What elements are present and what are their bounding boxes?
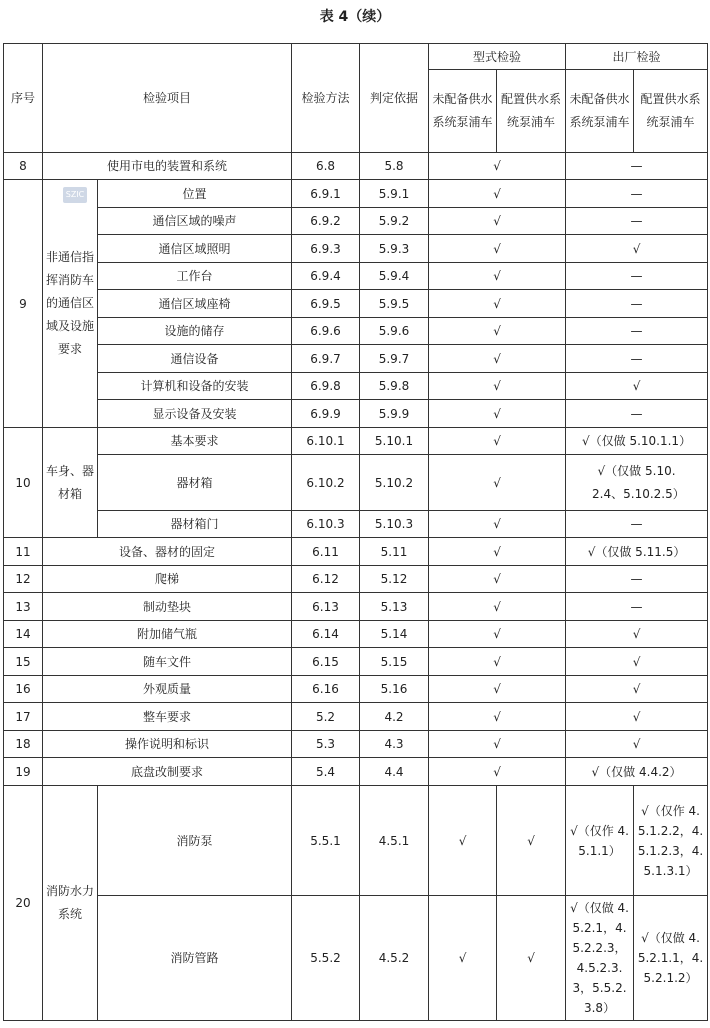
row-item: 操作说明和标识 xyxy=(43,731,292,758)
row-item: 器材箱门 xyxy=(98,511,292,538)
row-method: 6.9.4 xyxy=(292,263,360,290)
row-basis: 5.13 xyxy=(360,593,429,621)
row-method: 5.2 xyxy=(292,703,360,731)
header-factory-test: 出厂检验 xyxy=(566,44,708,70)
group-label: 车身、器材箱 xyxy=(43,428,98,538)
row-factory: — xyxy=(566,263,708,290)
row-type: √ xyxy=(429,511,566,538)
row-method: 6.9.9 xyxy=(292,400,360,428)
row-col-a: √ xyxy=(429,896,497,1021)
group-no: 20 xyxy=(4,786,43,1021)
row-factory: — xyxy=(566,511,708,538)
row-basis: 5.9.3 xyxy=(360,235,429,263)
row-method: 6.11 xyxy=(292,538,360,566)
row-item: 随车文件 xyxy=(43,648,292,676)
row-factory: √ xyxy=(566,373,708,400)
header-col-d: 配置供水系统泵浦车 xyxy=(634,70,708,153)
row-item: 附加储气瓶 xyxy=(43,621,292,648)
row-basis: 4.5.2 xyxy=(360,896,429,1021)
row-item: 工作台 xyxy=(98,263,292,290)
row-factory: √ xyxy=(566,676,708,703)
row-type: √ xyxy=(429,180,566,208)
row-basis: 5.10.2 xyxy=(360,455,429,511)
row-factory: — xyxy=(566,345,708,373)
row-basis: 5.9.1 xyxy=(360,180,429,208)
row-factory: √（仅做 4.4.2） xyxy=(566,758,708,786)
row-factory: √ xyxy=(566,621,708,648)
row-type: √ xyxy=(429,566,566,593)
row-type: √ xyxy=(429,703,566,731)
row-item: 消防管路 xyxy=(98,896,292,1021)
row-no: 16 xyxy=(4,676,43,703)
watermark-logo: SZIC xyxy=(63,187,87,203)
row-method: 5.4 xyxy=(292,758,360,786)
group-label: 非通信指挥消防车的通信区域及设施要求 xyxy=(43,180,98,428)
header-col-a: 未配备供水系统泵浦车 xyxy=(429,70,497,153)
row-method: 6.9.5 xyxy=(292,290,360,318)
row-basis: 5.14 xyxy=(360,621,429,648)
row-basis: 5.12 xyxy=(360,566,429,593)
row-basis: 5.9.2 xyxy=(360,208,429,235)
row-basis: 5.9.5 xyxy=(360,290,429,318)
row-method: 6.12 xyxy=(292,566,360,593)
row-factory: √（仅做 5.11.5） xyxy=(566,538,708,566)
row-item: 消防泵 xyxy=(98,786,292,896)
header-col-c: 未配备供水系统泵浦车 xyxy=(566,70,634,153)
row-basis: 4.5.1 xyxy=(360,786,429,896)
row-col-c: √（仅作 4.5.1.1） xyxy=(566,786,634,896)
row-col-c: √（仅做 4.5.2.1，4.5.2.2.3，4.5.2.3.3，5.5.2.3.8） xyxy=(566,896,634,1021)
row-basis: 5.9.9 xyxy=(360,400,429,428)
row-item: 外观质量 xyxy=(43,676,292,703)
row-type: √ xyxy=(429,290,566,318)
row-type: √ xyxy=(429,400,566,428)
row-item: 通信区域的噪声 xyxy=(98,208,292,235)
row-basis: 5.15 xyxy=(360,648,429,676)
row-type: √ xyxy=(429,318,566,345)
row-item: 制动垫块 xyxy=(43,593,292,621)
row-no: 19 xyxy=(4,758,43,786)
table-title: 表 4（续） xyxy=(319,9,391,25)
row-method: 6.15 xyxy=(292,648,360,676)
row-type: √ xyxy=(429,455,566,511)
row-method: 6.9.6 xyxy=(292,318,360,345)
row-basis: 5.9.4 xyxy=(360,263,429,290)
header-item: 检验项目 xyxy=(43,44,292,153)
row-item: 底盘改制要求 xyxy=(43,758,292,786)
header-type-test: 型式检验 xyxy=(429,44,566,70)
row-type: √ xyxy=(429,235,566,263)
row-method: 5.5.1 xyxy=(292,786,360,896)
row-factory: — xyxy=(566,566,708,593)
row-factory: — xyxy=(566,208,708,235)
row-method: 6.9.8 xyxy=(292,373,360,400)
row-type: √ xyxy=(429,758,566,786)
row-no: 18 xyxy=(4,731,43,758)
group-no: 10 xyxy=(4,428,43,538)
row-type: √ xyxy=(429,676,566,703)
row-basis: 5.10.3 xyxy=(360,511,429,538)
group-label: 消防水力系统 xyxy=(43,786,98,1021)
row-no: 13 xyxy=(4,593,43,621)
row-factory: — xyxy=(566,400,708,428)
row-basis: 4.2 xyxy=(360,703,429,731)
row-method: 6.9.1 xyxy=(292,180,360,208)
header-seq: 序号 xyxy=(4,44,43,153)
row-col-b: √ xyxy=(497,896,566,1021)
row-factory: √（仅做 5.10.2.4、5.10.2.5） xyxy=(566,455,708,511)
row-no: 17 xyxy=(4,703,43,731)
row-basis: 5.16 xyxy=(360,676,429,703)
row-basis: 4.4 xyxy=(360,758,429,786)
row-basis: 5.9.7 xyxy=(360,345,429,373)
row-method: 6.14 xyxy=(292,621,360,648)
row-type: √ xyxy=(429,153,566,180)
row-factory: √ xyxy=(566,731,708,758)
row-item: 基本要求 xyxy=(98,428,292,455)
row-type: √ xyxy=(429,538,566,566)
row-col-a: √ xyxy=(429,786,497,896)
row-item: 显示设备及安装 xyxy=(98,400,292,428)
row-type: √ xyxy=(429,731,566,758)
row-item: 爬梯 xyxy=(43,566,292,593)
row-method: 6.9.7 xyxy=(292,345,360,373)
row-no: 15 xyxy=(4,648,43,676)
row-factory: — xyxy=(566,290,708,318)
row-method: 6.10.1 xyxy=(292,428,360,455)
row-method: 6.10.3 xyxy=(292,511,360,538)
row-item: 器材箱 xyxy=(98,455,292,511)
row-factory: √ xyxy=(566,235,708,263)
row-method: 5.3 xyxy=(292,731,360,758)
row-item: 计算机和设备的安装 xyxy=(98,373,292,400)
header-basis: 判定依据 xyxy=(360,44,429,153)
row-item: 设施的储存 xyxy=(98,318,292,345)
row-type: √ xyxy=(429,621,566,648)
header-col-b: 配置供水系统泵浦车 xyxy=(497,70,566,153)
row-item: 通信区域照明 xyxy=(98,235,292,263)
row-type: √ xyxy=(429,208,566,235)
row-type: √ xyxy=(429,373,566,400)
row-item: 通信设备 xyxy=(98,345,292,373)
row-item: 使用市电的装置和系统 xyxy=(43,153,292,180)
row-item: 位置 xyxy=(98,180,292,208)
row-factory: — xyxy=(566,153,708,180)
row-method: 6.9.2 xyxy=(292,208,360,235)
row-item: 通信区域座椅 xyxy=(98,290,292,318)
row-factory: √ xyxy=(566,703,708,731)
row-no: 8 xyxy=(4,153,43,180)
row-col-d: √（仅做 4.5.2.1.1，4.5.2.1.2） xyxy=(634,896,708,1021)
row-item: 设备、器材的固定 xyxy=(43,538,292,566)
row-type: √ xyxy=(429,428,566,455)
row-basis: 5.8 xyxy=(360,153,429,180)
group-no: 9 xyxy=(4,180,43,428)
row-factory: — xyxy=(566,318,708,345)
header-method: 检验方法 xyxy=(292,44,360,153)
row-type: √ xyxy=(429,593,566,621)
row-factory: √ xyxy=(566,648,708,676)
row-method: 6.10.2 xyxy=(292,455,360,511)
inspection-table xyxy=(3,43,708,1021)
row-factory: — xyxy=(566,180,708,208)
row-method: 6.9.3 xyxy=(292,235,360,263)
row-method: 6.13 xyxy=(292,593,360,621)
row-item: 整车要求 xyxy=(43,703,292,731)
row-basis: 5.9.6 xyxy=(360,318,429,345)
row-col-b: √ xyxy=(497,786,566,896)
row-basis: 5.11 xyxy=(360,538,429,566)
row-factory: — xyxy=(566,593,708,621)
row-method: 6.8 xyxy=(292,153,360,180)
row-type: √ xyxy=(429,648,566,676)
row-col-d: √（仅作 4.5.1.2.2，4.5.1.2.3，4.5.1.3.1） xyxy=(634,786,708,896)
row-type: √ xyxy=(429,263,566,290)
row-method: 6.16 xyxy=(292,676,360,703)
row-no: 14 xyxy=(4,621,43,648)
row-basis: 4.3 xyxy=(360,731,429,758)
row-basis: 5.9.8 xyxy=(360,373,429,400)
row-no: 11 xyxy=(4,538,43,566)
row-factory: √（仅做 5.10.1.1） xyxy=(566,428,708,455)
row-type: √ xyxy=(429,345,566,373)
row-basis: 5.10.1 xyxy=(360,428,429,455)
row-no: 12 xyxy=(4,566,43,593)
row-method: 5.5.2 xyxy=(292,896,360,1021)
